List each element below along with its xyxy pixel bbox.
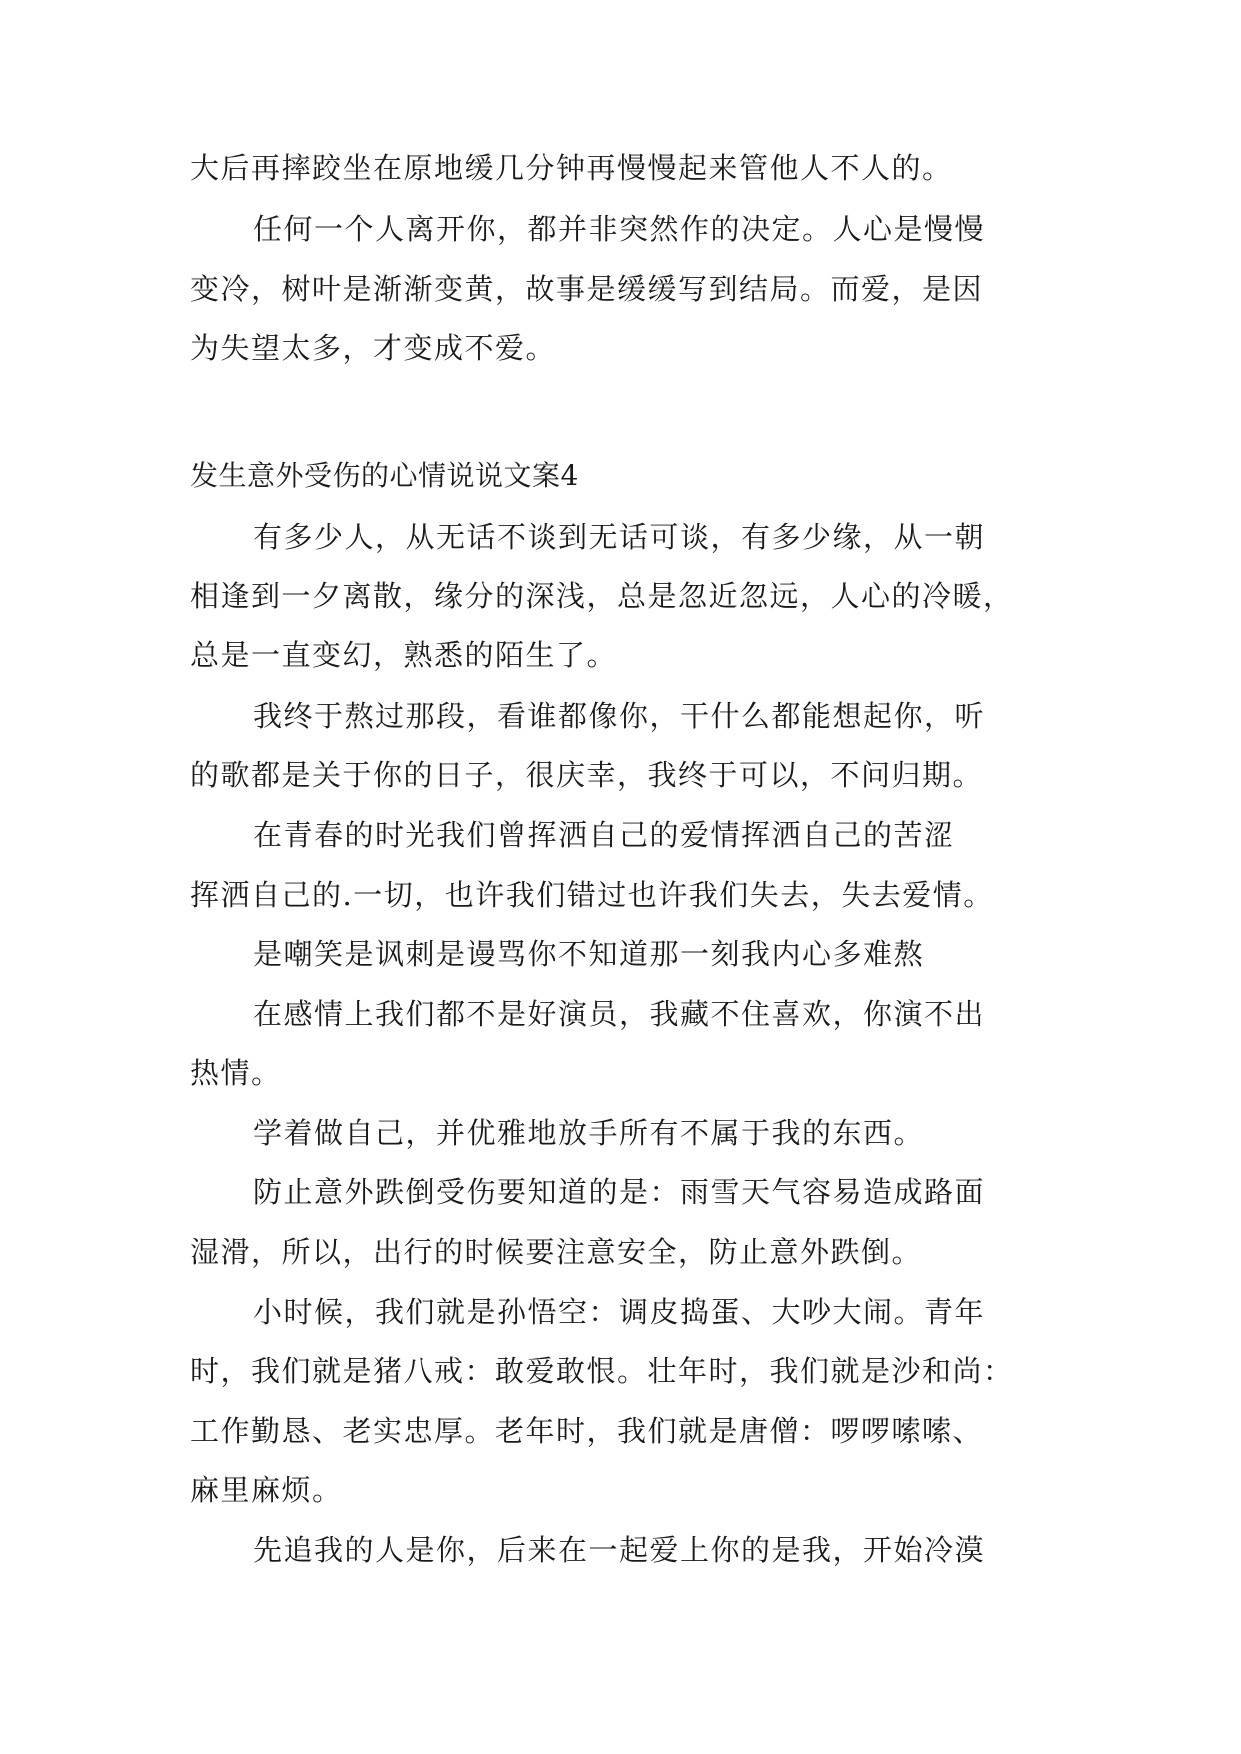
- paragraph-line: 小时候，我们就是孙悟空：调皮捣蛋、大吵大闹。青年: [253, 1295, 986, 1329]
- paragraph-line: 湿滑，所以，出行的时候要注意安全，防止意外跌倒。: [190, 1235, 923, 1269]
- paragraph-line: 是嘲笑是讽刺是谩骂你不知道那一刻我内心多难熬: [253, 937, 925, 971]
- paragraph-line: 为失望太多，才变成不爱。: [190, 331, 557, 365]
- paragraph-line: 在感情上我们都不是好演员，我藏不住喜欢，你演不出: [253, 997, 986, 1031]
- paragraph-line: 先追我的人是你，后来在一起爱上你的是我，开始冷漠: [253, 1533, 986, 1567]
- paragraph-line: 相逢到一夕离散，缘分的深浅，总是忽近忽远，人心的冷暖，: [190, 579, 1014, 613]
- paragraph-line: 我终于熬过那段，看谁都像你，干什么都能想起你，听: [253, 699, 986, 733]
- paragraph-line: 变冷，树叶是渐渐变黄，故事是缓缓写到结局。而爱，是因: [190, 272, 984, 306]
- paragraph-line: 挥洒自己的.一切，也许我们错过也许我们失去，失去爱情。: [190, 878, 994, 912]
- paragraph-line: 任何一个人离开你，都并非突然作的决定。人心是慢慢: [253, 212, 986, 246]
- paragraph-line: 总是一直变幻，熟悉的陌生了。: [190, 638, 618, 672]
- paragraph-line: 工作勤恳、老实忠厚。老年时，我们就是唐僧：啰啰嗦嗦、: [190, 1414, 984, 1448]
- paragraph-line: 大后再摔跤坐在原地缓几分钟再慢慢起来管他人不人的。: [190, 151, 953, 185]
- paragraph-line: 防止意外跌倒受伤要知道的是：雨雪天气容易造成路面: [253, 1175, 986, 1209]
- paragraph-line: 热情。: [190, 1056, 282, 1090]
- paragraph-line: 的歌都是关于你的日子，很庆幸，我终于可以，不问归期。: [190, 758, 984, 792]
- paragraph-line: 在青春的时光我们曾挥洒自己的爱情挥洒自己的苦涩: [253, 818, 955, 852]
- paragraph-line: 有多少人，从无话不谈到无话可谈，有多少缘，从一朝: [253, 520, 986, 554]
- paragraph-line: 时，我们就是猪八戒：敢爱敢恨。壮年时，我们就是沙和尚：: [190, 1354, 1014, 1388]
- paragraph-line: 麻里麻烦。: [190, 1473, 343, 1507]
- section-heading: 发生意外受伤的心情说说文案4: [190, 459, 579, 492]
- paragraph-line: 学着做自己，并优雅地放手所有不属于我的东西。: [253, 1116, 925, 1150]
